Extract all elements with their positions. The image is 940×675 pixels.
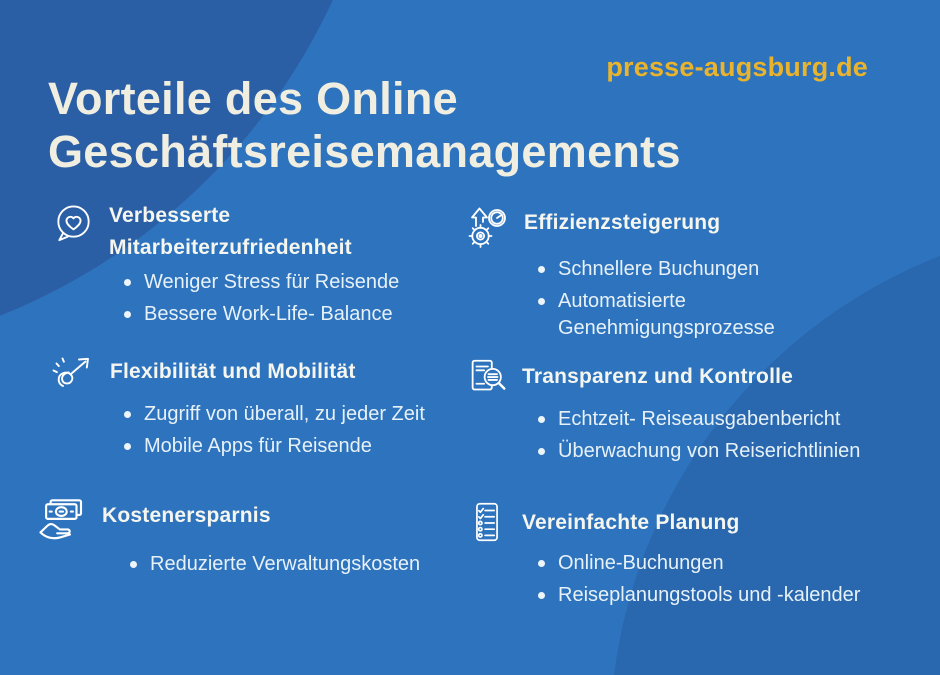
bullet-item bbox=[538, 256, 894, 283]
bullet-dot bbox=[124, 443, 131, 450]
bullet-list bbox=[50, 401, 460, 460]
bullet-item bbox=[124, 301, 450, 328]
bullet-item bbox=[538, 550, 934, 577]
bullet-text: Bessere Work-Life- Balance bbox=[144, 303, 393, 325]
page-title-line2: Geschäftsreisemanagements bbox=[48, 126, 681, 177]
bullet-list bbox=[464, 550, 934, 609]
bullet-text: Schnellere Buchungen bbox=[558, 258, 760, 280]
bullet-text: Weniger Stress für Reisende bbox=[144, 271, 400, 293]
section-title: Verbesserte Mitarbeiterzufriedenheit bbox=[109, 204, 352, 259]
bullet-item bbox=[124, 401, 460, 428]
bullet-item bbox=[124, 269, 450, 296]
section-title: Effizienzsteigerung bbox=[524, 211, 721, 234]
section-title: Transparenz und Kontrolle bbox=[522, 365, 794, 388]
bullet-item bbox=[538, 288, 894, 342]
bullet-dot bbox=[538, 266, 545, 273]
bullet-dot bbox=[124, 279, 131, 286]
page-title-line1: Vorteile des Online bbox=[48, 73, 458, 124]
bullet-text: Mobile Apps für Reisende bbox=[144, 435, 372, 457]
bullet-list bbox=[464, 406, 930, 465]
section-vereinfachte-planung bbox=[464, 507, 934, 609]
bullet-item bbox=[538, 438, 930, 465]
checklist-icon bbox=[464, 499, 510, 545]
bullet-text: Automatisierte Genehmigungsprozesse bbox=[558, 290, 775, 339]
bullet-item bbox=[130, 551, 466, 578]
section-title: Flexibilität und Mobilität bbox=[110, 360, 356, 383]
bullet-text: Echtzeit- Reiseausgabenbericht bbox=[558, 408, 841, 430]
bullet-dot bbox=[124, 311, 131, 318]
bullet-item bbox=[124, 433, 460, 460]
bullet-dot bbox=[538, 298, 545, 305]
bullet-list bbox=[36, 551, 466, 578]
bullet-dot bbox=[130, 561, 137, 568]
bullet-text: Überwachung von Reiserichtlinien bbox=[558, 440, 861, 462]
heart-speech-bubble-icon bbox=[50, 201, 97, 248]
bullet-text: Reiseplanungstools und -kalender bbox=[558, 584, 861, 606]
bullet-list bbox=[464, 256, 894, 342]
section-effizienzsteigerung bbox=[464, 207, 894, 342]
bullet-text: Zugriff von überall, zu jeder Zeit bbox=[144, 403, 425, 425]
bullet-dot bbox=[538, 592, 545, 599]
bullet-item bbox=[538, 406, 930, 433]
section-transparenz-kontrolle bbox=[464, 361, 930, 465]
section-title: Kostenersparnis bbox=[102, 504, 271, 527]
bullet-item bbox=[538, 582, 934, 609]
section-kostenersparnis bbox=[36, 500, 466, 578]
section-title: Vereinfachte Planung bbox=[522, 511, 740, 534]
document-magnifier-icon bbox=[464, 355, 510, 401]
gear-clock-arrow-icon bbox=[464, 203, 512, 251]
section-flexibilitaet-mobilitaet bbox=[50, 356, 460, 460]
bullet-dot bbox=[538, 448, 545, 455]
bullet-text: Reduzierte Verwaltungskosten bbox=[150, 553, 421, 575]
page-title bbox=[48, 72, 681, 178]
knotted-arrow-icon bbox=[50, 348, 98, 396]
brand-logo: presse-augsburg.de bbox=[606, 52, 868, 82]
bullet-dot bbox=[538, 560, 545, 567]
banknote-hand-icon bbox=[36, 494, 90, 546]
bullet-dot bbox=[124, 411, 131, 418]
bullet-text: Online-Buchungen bbox=[558, 552, 724, 574]
bullet-list bbox=[50, 269, 450, 328]
bullet-dot bbox=[538, 416, 545, 423]
section-mitarbeiterzufriedenheit bbox=[50, 200, 450, 328]
